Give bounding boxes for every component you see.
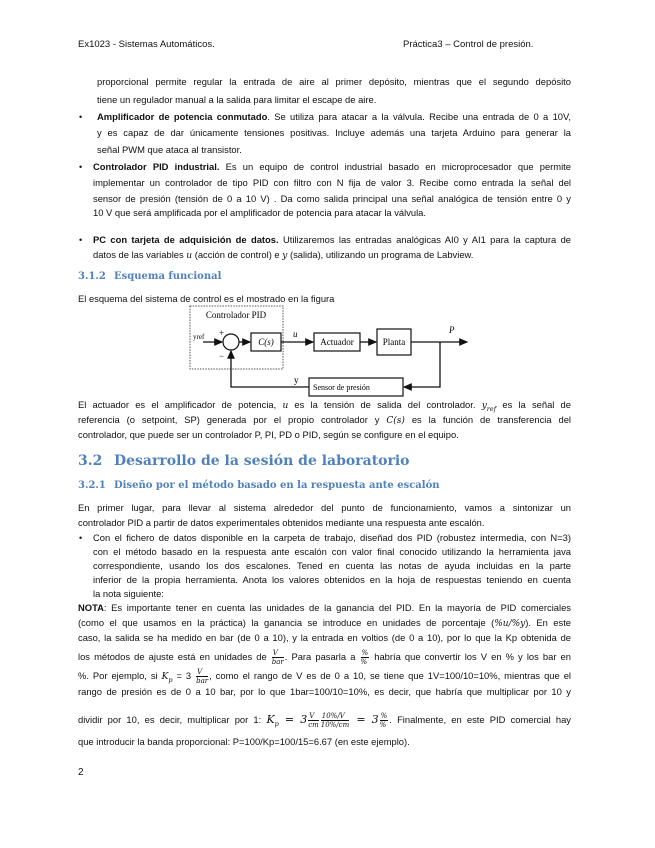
- math-expression: K: [266, 712, 275, 726]
- text-line: [78, 686, 571, 698]
- text-segment: 10 V que será amplificada por el amplificador de potencia para atacar la válvula.: [93, 207, 427, 218]
- text-segment: y es capaz de dar únicamente tensiones positivas. Incluye además una tarjeta Arduino para generar la: [97, 127, 571, 138]
- text-line: [97, 127, 571, 139]
- plant-label: Planta: [382, 337, 406, 347]
- text-segment: Es un equipo de control industrial basado en microprocesador que permite: [219, 161, 571, 172]
- text-segment: correspondiente, usando los dos escalones. Tened en cuenta las notas de ayuda incluidas en la parte: [93, 560, 571, 571]
- math-symbol: C(s): [386, 416, 405, 426]
- bold-term: Amplificador de potencia conmutado: [97, 111, 268, 122]
- text-line: [78, 429, 571, 441]
- text-line: [78, 414, 571, 427]
- text-segment: sensor de presión (tensión de 0 a 10 V) . Da como salida principal una señal analógica de tensión entre 0 y: [93, 193, 571, 204]
- y-label: y: [294, 375, 299, 385]
- text-segment: controlador, que puede ser un controlador P, PI, PD o PID, según se configure en el equipo.: [78, 429, 459, 440]
- header-course: Ex1023 - Sistemas Automáticos.: [78, 39, 215, 50]
- bold-term: Controlador PID industrial.: [93, 161, 220, 172]
- text-line: [78, 399, 571, 415]
- text-segment: = 3: [172, 669, 196, 681]
- text-line: [78, 736, 571, 748]
- text-line: [78, 649, 571, 666]
- heading-number: 3.2: [78, 453, 103, 469]
- text-line: [93, 207, 571, 219]
- text-line: [78, 293, 571, 305]
- text-segment: que introducir la banda proporcional: P=100/Kp=100/15=6.67 (en este ejemplo).: [78, 736, 410, 747]
- text-segment: dividir por 10, es decir, multiplicar por 1:: [78, 713, 267, 725]
- text-segment: rango de presión es de 0 a 10 bar, por lo que 1bar=100/10=10%, es decir, que habría que multiplicar por 10 y: [78, 686, 571, 697]
- bold-term: PC con tarjeta de adquisición de datos.: [93, 234, 279, 245]
- heading-text: Desarrollo de la sesión de laboratorio: [114, 453, 410, 469]
- text-segment: con el método basado en la respuesta ante escalón con valor final conocido utilizando la herramienta java: [93, 546, 571, 557]
- text-segment: es la función de transferencia del: [404, 414, 571, 425]
- text-line: [93, 560, 571, 572]
- text-segment: Utilizaremos las entradas analógicas AI0 y AI1 para la captura de: [278, 234, 571, 245]
- math-symbol: y: [282, 251, 288, 261]
- text-line: [93, 234, 571, 246]
- text-line: [93, 532, 571, 544]
- text-segment: : Es importante tener en cuenta las unidades de la ganancia del PID. En la mayoría de PID comerciales: [103, 602, 571, 613]
- text-segment: es la tensión de salida del controlador.: [288, 399, 482, 410]
- text-line: [93, 249, 571, 262]
- text-segment: señal PWM que ataca al transistor.: [97, 144, 242, 155]
- text-segment: inferior de la propia herramienta. Anota los valores obtenidos en la hoja de respuestas teniendo en cuenta: [93, 574, 571, 585]
- text-segment: (acción de control) e: [192, 249, 283, 260]
- text-segment: referencia (o setpoint, SP) generada por el propio controlador y: [78, 414, 387, 425]
- math-symbol: y: [481, 401, 487, 411]
- controller-label: Controlador PID: [205, 310, 267, 320]
- text-segment: Con el fichero de datos disponible en la carpeta de trabajo, diseñad dos PID (robustez intermedia, con N=3): [93, 532, 571, 543]
- text-segment: controlador PID a partir de datos experimentales obtenidos mediante una respuesta ante escalón.: [78, 517, 485, 528]
- fraction-numerator: 10%/V: [321, 712, 349, 721]
- text-segment: tiene un regulador manual a la salida para limitar el escape de aire.: [97, 94, 377, 105]
- feedback-to-sensor: [404, 342, 440, 387]
- text-line: [78, 602, 571, 614]
- fraction-denominator: 10%/cm: [320, 721, 350, 729]
- fraction-denominator: bar: [271, 658, 284, 666]
- text-line: [93, 161, 571, 173]
- heading-number: 3.1.2: [78, 271, 106, 282]
- text-line: [97, 76, 571, 88]
- math-expression: = 3: [278, 712, 308, 726]
- bullet-icon: •: [79, 235, 83, 245]
- u-label: u: [293, 329, 298, 339]
- text-line: [78, 668, 571, 686]
- fraction: [272, 649, 284, 666]
- text-segment: . Finalmente, en este PID comercial hay: [389, 713, 571, 725]
- math-symbol: K: [161, 671, 169, 682]
- math-symbol: u: [282, 401, 289, 411]
- bullet-icon: •: [79, 533, 83, 543]
- text-line: [78, 617, 571, 630]
- subscript: p: [274, 719, 279, 728]
- math-symbol: %u/%y: [494, 619, 526, 629]
- text-segment: caso, la salida se ha medido en bar (de 0 a 10), y la entrada en voltios (de 0 a 10), por lo que la Kp obtenida de: [78, 632, 571, 643]
- text-segment: %. Por ejemplo, si: [78, 669, 162, 681]
- bullet-icon: •: [79, 112, 83, 122]
- math-expression: = 3: [350, 712, 379, 726]
- fraction: [196, 668, 208, 685]
- text-line: [97, 94, 571, 106]
- text-segment: los métodos de ajuste está en unidades de: [78, 650, 271, 662]
- fraction-denominator: bar: [196, 677, 209, 685]
- fraction-numerator: %: [380, 712, 388, 720]
- yref-label: yref: [193, 333, 205, 341]
- heading-esquema-funcional: [78, 271, 221, 282]
- text-line: [78, 517, 571, 529]
- fraction-numerator: %: [361, 649, 369, 657]
- plus-sign: +: [219, 328, 225, 338]
- text-line: [93, 574, 571, 586]
- text-segment: (como el que usamos en la práctica) la ganancia se introduce en unidades de porcentaje (: [78, 617, 495, 628]
- heading-diseno-escalon: [78, 480, 440, 491]
- heading-text: Esquema funcional: [114, 271, 222, 282]
- minus-sign: −: [219, 351, 225, 361]
- text-segment: , como el rango de V es de 0 a 10, se tiene que 1V=100/10=10%, mientras que el: [209, 669, 571, 681]
- text-line: [78, 502, 571, 514]
- text-line: [97, 111, 571, 123]
- fraction-numerator: V: [272, 649, 284, 658]
- text-segment: ). En este: [525, 617, 572, 628]
- text-line: [78, 712, 571, 730]
- text-segment: El actuador es el amplificador de potencia,: [78, 399, 283, 410]
- block-diagram: [185, 302, 475, 402]
- fraction-denominator: %: [360, 658, 368, 666]
- text-segment: . Para pasarla a: [284, 650, 360, 662]
- fraction-denominator: %: [379, 721, 387, 729]
- math-symbol: u: [186, 251, 193, 261]
- fraction-denominator: cm: [308, 721, 319, 729]
- text-segment: es la señal de: [496, 399, 571, 410]
- text-line: [97, 144, 571, 156]
- subscript: p: [168, 675, 173, 684]
- text-line: [93, 193, 571, 205]
- text-line: [93, 588, 571, 600]
- page-number: 2: [78, 767, 84, 778]
- header-practice: Práctica3 – Control de presión.: [403, 39, 534, 50]
- heading-text: Diseño por el método basado en la respuesta ante escalón: [114, 480, 440, 491]
- text-segment: En primer lugar, para llevar al sistema alrededor del punto de funcionamiento, vamos a sintonizar un: [78, 502, 571, 513]
- text-line: [93, 546, 571, 558]
- heading-desarrollo: [78, 453, 410, 469]
- text-segment: El esquema del sistema de control es el mostrado en la figura: [78, 293, 335, 304]
- fraction-numerator: V: [308, 712, 319, 721]
- fraction-numerator: V: [196, 668, 208, 677]
- cs-label: C(s): [258, 337, 274, 347]
- text-segment: implementar un controlador de tipo PID con filtro con N fija de valor 3. Recibe como entrada la señal del: [93, 177, 571, 188]
- fraction: [380, 712, 389, 729]
- text-segment: (salida), utilizando un programa de Labview.: [287, 249, 474, 260]
- sensor-label: Sensor de presión: [313, 383, 370, 392]
- actuator-label: Actuador: [320, 337, 354, 347]
- text-line: [93, 177, 571, 189]
- subscript: ref: [486, 404, 497, 413]
- fraction: [308, 712, 319, 729]
- heading-number: 3.2.1: [78, 480, 106, 491]
- text-segment: habría que convertir los V en % y los bar en: [370, 650, 571, 662]
- text-segment: . Se utiliza para atacar a la válvula. Recibe una entrada de 0 a 10V,: [267, 111, 572, 122]
- text-segment: proporcional permite regular la entrada de aire al primer depósito, mientras que el segundo depósito: [97, 76, 571, 87]
- summing-junction: [223, 334, 239, 350]
- bold-term: NOTA: [78, 602, 104, 613]
- fraction: [361, 649, 370, 666]
- bullet-icon: •: [79, 162, 83, 172]
- p-label: P: [449, 325, 455, 335]
- text-segment: la nota siguiente:: [93, 588, 164, 599]
- fraction: [321, 712, 349, 729]
- text-line: [78, 632, 571, 644]
- text-segment: datos de las variables: [93, 249, 187, 260]
